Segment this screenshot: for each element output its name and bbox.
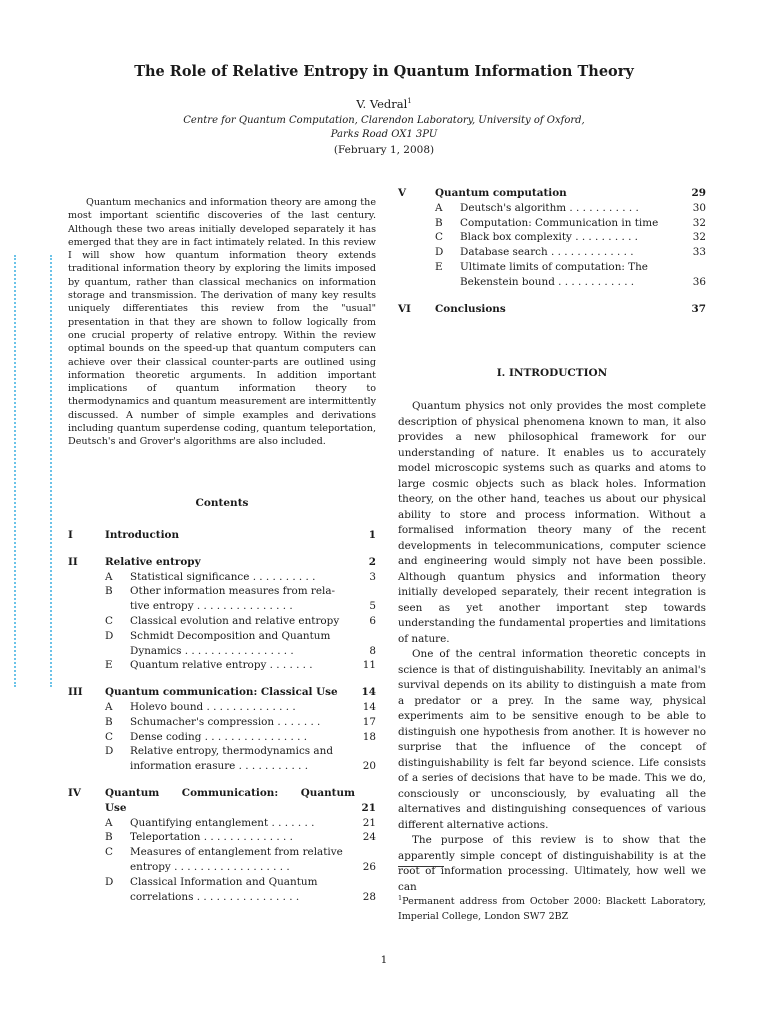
toc-subsection-page: 6 (369, 615, 376, 627)
toc-subsection-letter: C (105, 730, 113, 743)
affiliation (0, 114, 768, 142)
toc-subsection-title: Teleportation . . . . . . . . . . . . . . (130, 831, 293, 844)
toc-section-page: 2 (368, 555, 376, 568)
page-number: 1 (380, 954, 388, 966)
toc-subsection-title: Relative entropy, thermodynamics and (130, 745, 333, 758)
toc-subsection-page: 18 (362, 730, 376, 743)
toc-section-number: I (68, 529, 73, 541)
contents-heading: Contents (195, 497, 249, 509)
paper-date: (February 1, 2008) (333, 144, 435, 156)
toc-subsection-page: 26 (362, 861, 376, 873)
toc-subsection-page: 14 (362, 701, 376, 713)
toc-subsection-title: information erasure . . . . . . . . . . . (130, 760, 308, 773)
toc-subsection-title: correlations . . . . . . . . . . . . . . . . (130, 890, 300, 903)
toc-subsection-page: 8 (369, 644, 376, 657)
toc-subsection-letter: D (105, 629, 114, 642)
toc-subsection-title: Other information measures from rela- (130, 585, 336, 598)
affiliation-line-1: Centre for Quantum Computation, Clarendon Laboratory, University of Oxford, (183, 115, 585, 126)
selection-marks (14, 255, 52, 687)
toc-section-page: 21 (361, 801, 376, 814)
toc-subsection-title: Dense coding . . . . . . . . . . . . . . . . (130, 730, 308, 743)
toc-subsection-page: 32 (692, 216, 706, 229)
toc-section-title: Quantum computation (435, 187, 567, 199)
toc-section-number: V (398, 187, 407, 199)
toc-subsection-title: Computation: Communication in time (460, 216, 659, 229)
toc-section-page: 29 (691, 187, 706, 199)
toc-section-title: Conclusions (435, 302, 506, 315)
toc-section-title-cont: Use (105, 801, 127, 814)
toc-subsection-letter: B (435, 216, 443, 229)
toc-subsection-letter: B (105, 585, 113, 598)
toc-subsection-letter: A (105, 816, 113, 829)
toc-subsection-title: Statistical significance . . . . . . . . . . (130, 570, 316, 583)
toc-subsection-title: Schumacher's compression . . . . . . . (130, 715, 321, 728)
toc-section-number: II (68, 555, 78, 568)
intro-paragraph-1: Quantum physics not only provides the most complete description of physical phenomena known to man, it also provides a new philosophical framework for our understanding of nature. It enables us to accurately model microscopic systems such as quarks and atoms to large cosmic objects such as black holes. Information theory, on the other hand, teaches us about our physical ability to store and process information. Without a formalised information theory many of the recent developments in telecommunications, computer science and engineering would simply not have been possible. Although quantum physics and information theory initially developed separately, their recent integration is seen as yet another important step towards understanding the fundamental properties and limitations of nature. (398, 400, 706, 645)
toc-section-page: 1 (368, 529, 376, 541)
toc-section-page: 14 (361, 686, 376, 699)
abstract: Quantum mechanics and information theory are among the most important scientific discoveries of the last century. Although these two areas initially developed separately it has emerged that they are in fact intimately related. In this review I will show how quantum information theory extends traditional information theory by exploring the limits imposed by quantum, rather than classical mechanics on information storage and transmission. The derivation of many key results uniquely differentiates this review from the "usual" presentation in that they are shown to follow logically from one crucial property of relative entropy. Within the review optimal bounds on the speed-up that quantum computers can achieve over their classical counter-parts are outlined using information theoretic arguments. In addition important implications of quantum information theory to thermodynamics and quantum measurement are intermittently discussed. A number of simple examples and derivations including quantum superdense coding, quantum teleportation, Deutsch's and Grover's algorithms are also included. (68, 197, 376, 448)
footnote-text: Permanent address from October 2000: Blackett Laboratory, Imperial College, London SW7 2BZ (398, 896, 706, 923)
toc-subsection-title: Quantum relative entropy . . . . . . . (130, 659, 313, 672)
author-footnote-mark: 1 (407, 97, 412, 106)
toc-subsection-letter: E (105, 659, 113, 672)
toc-section-page: 37 (691, 302, 706, 315)
toc-subsection-letter: A (105, 701, 113, 713)
toc-right-column (398, 187, 706, 327)
footnote-mark: 1 (398, 894, 403, 902)
toc-subsection-page: 33 (692, 246, 706, 259)
footnote (398, 891, 706, 924)
introduction-heading: I. INTRODUCTION (496, 367, 608, 379)
toc-subsection-letter: C (435, 231, 443, 244)
toc-section-number: III (68, 686, 83, 699)
affiliation-line-2: Parks Road OX1 3PU (330, 129, 438, 140)
toc-section-title: Quantum Communication: Quantum (105, 787, 355, 799)
toc-subsection-title: Quantifying entanglement . . . . . . . (130, 816, 315, 829)
toc-section-title: Quantum communication: Classical Use (105, 686, 338, 699)
toc-subsection-page: 36 (692, 275, 706, 288)
intro-paragraph-2: One of the central information theoretic concepts in science is that of distinguishability. Inevitably an animal's survival depends on its ability to distinguish a mate from a predator or a prey. In the same way, physical experiments aim to be sensitive enough to be able to distinguish one hypothesis from another. It is however no surprise that the influence of the concept of distinguishability is felt far beyond science. Life consists of a series of decisions that have to be made. This we do, consciously or unconsciously, by evaluating all the alternatives and distinguishing consequences of various different alternative actions. (398, 648, 706, 831)
toc-subsection-page: 20 (362, 760, 376, 773)
toc-subsection-letter: B (105, 715, 113, 728)
toc-section-number: IV (68, 787, 81, 799)
introduction-body (398, 399, 706, 895)
toc-section-title: Introduction (105, 529, 179, 541)
paper-title: The Role of Relative Entropy in Quantum Information Theory (134, 63, 634, 80)
toc-subsection-title: Dynamics . . . . . . . . . . . . . . . . . (130, 644, 294, 657)
toc-subsection-letter: E (435, 261, 443, 273)
toc-subsection-letter: C (105, 615, 113, 627)
toc-subsection-page: 3 (369, 570, 376, 583)
toc-subsection-letter: B (105, 831, 113, 844)
footnote-rule (398, 866, 444, 867)
toc-subsection-letter: D (435, 246, 444, 259)
toc-left-column (68, 529, 376, 919)
toc-subsection-letter: D (105, 745, 114, 758)
toc-subsection-page: 5 (369, 600, 376, 613)
intro-paragraph-3: The purpose of this review is to show that the apparently simple concept of distinguishability is at the root of information processing. Ultimately, how well we can (398, 834, 706, 893)
toc-subsection-page: 28 (362, 890, 376, 903)
toc-subsection-title: Database search . . . . . . . . . . . . . (460, 246, 634, 259)
toc-subsection-title: Holevo bound . . . . . . . . . . . . . . (130, 701, 296, 713)
toc-subsection-page: 24 (362, 831, 376, 844)
toc-subsection-letter: C (105, 846, 113, 859)
toc-subsection-page: 32 (692, 231, 706, 244)
toc-subsection-page: 11 (362, 659, 376, 672)
toc-subsection-title: tive entropy . . . . . . . . . . . . . . . (130, 600, 293, 613)
toc-subsection-title: Deutsch's algorithm . . . . . . . . . . . (460, 201, 639, 214)
toc-subsection-title: Ultimate limits of computation: The (460, 261, 648, 273)
toc-subsection-title: Classical evolution and relative entropy (130, 615, 340, 627)
toc-subsection-title: entropy . . . . . . . . . . . . . . . . . . (130, 861, 290, 873)
toc-subsection-title: Black box complexity . . . . . . . . . . (460, 231, 638, 244)
toc-subsection-page: 21 (362, 816, 376, 829)
toc-subsection-title: Bekenstein bound . . . . . . . . . . . . (460, 275, 635, 288)
toc-subsection-page: 17 (362, 715, 376, 728)
toc-section-title: Relative entropy (105, 555, 201, 568)
author-text: V. Vedral (356, 97, 408, 111)
toc-section-number: VI (398, 302, 411, 315)
author-name (0, 97, 768, 111)
toc-subsection-title: Measures of entanglement from relative (130, 846, 343, 859)
toc-subsection-title: Classical Information and Quantum (130, 875, 318, 888)
toc-subsection-letter: D (105, 875, 114, 888)
toc-subsection-letter: A (435, 201, 443, 214)
toc-subsection-letter: A (105, 570, 113, 583)
toc-subsection-page: 30 (692, 201, 706, 214)
toc-subsection-title: Schmidt Decomposition and Quantum (130, 629, 331, 642)
